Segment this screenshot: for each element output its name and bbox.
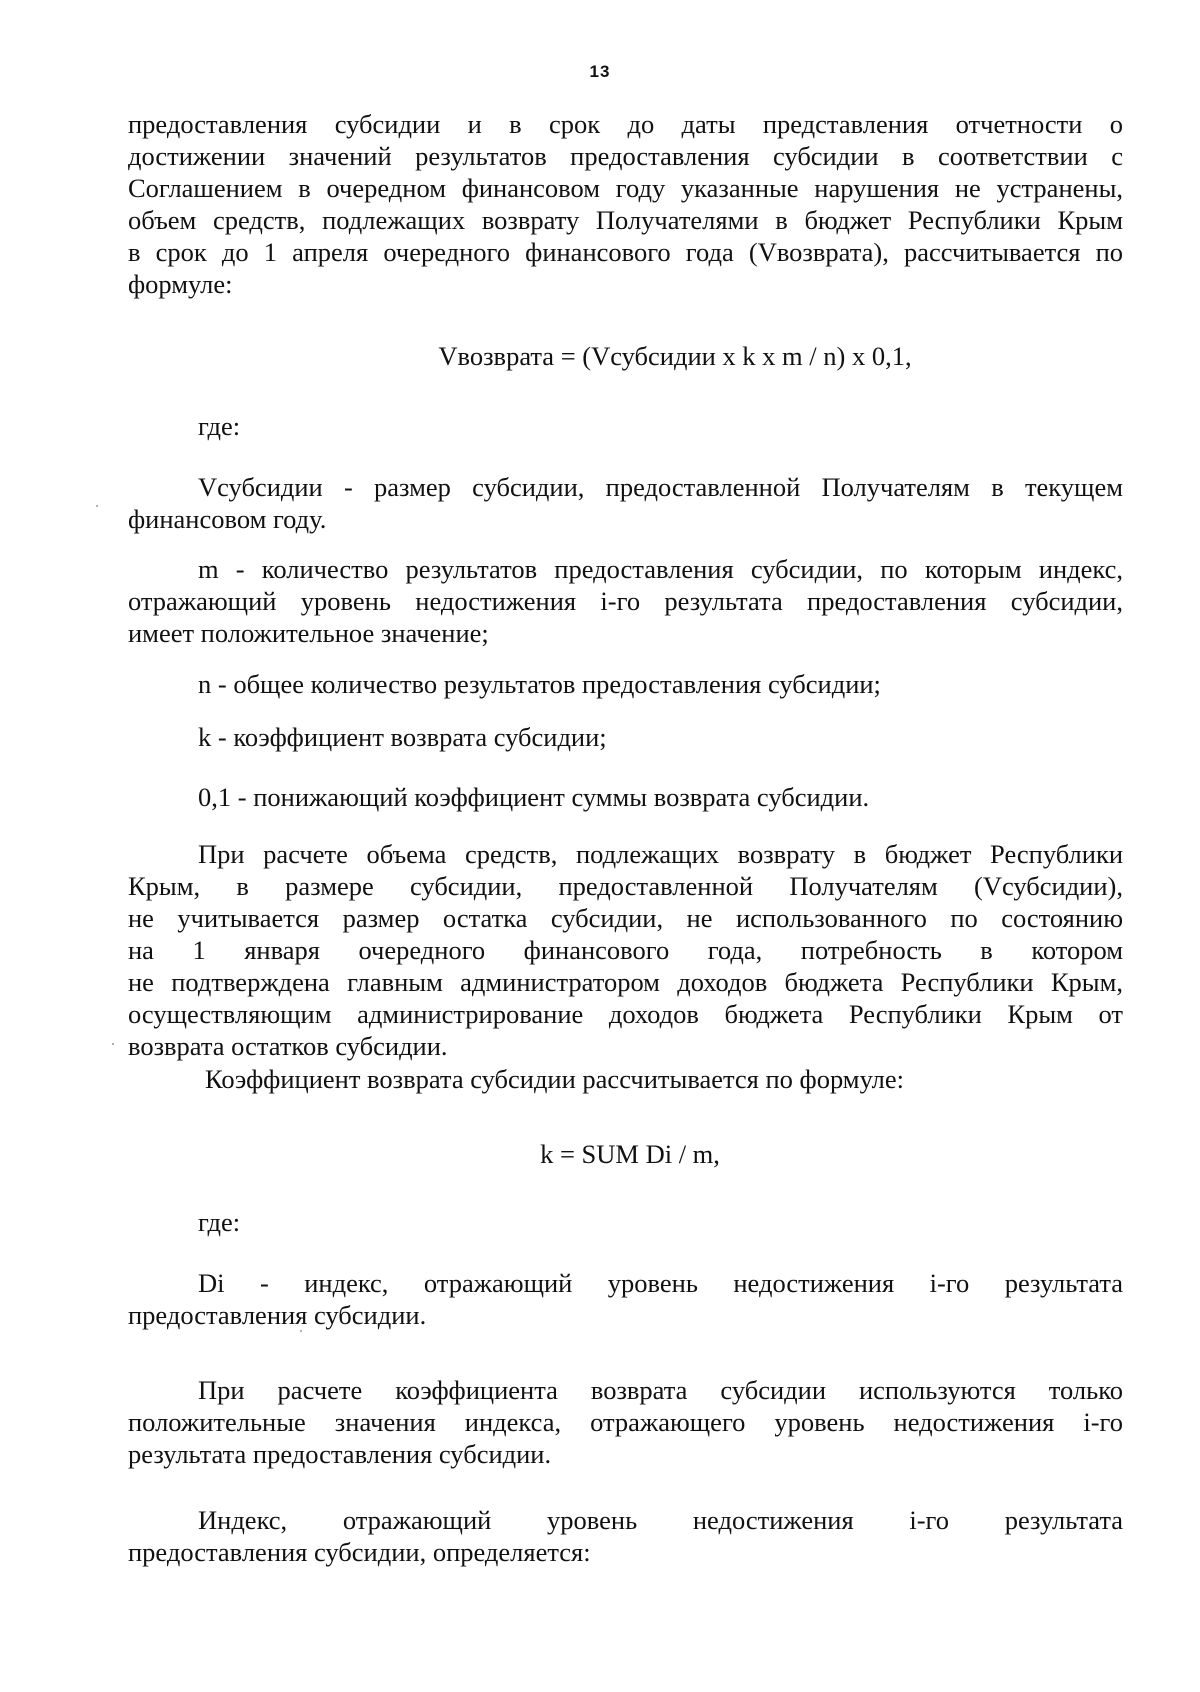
text-line: возврата остатков субсидии. <box>128 1031 448 1061</box>
text-line: в срок до 1 апреля очередного финансового года (Vвозврата), рассчитывается по <box>128 237 1123 267</box>
text-line: финансовом году. <box>128 504 327 534</box>
text-line: При расчете коэффициента возврата субсидии используются только <box>198 1375 1123 1405</box>
text-line: формуле: <box>128 269 233 299</box>
text-line: имеет положительное значение; <box>128 618 489 648</box>
formula-return-volume: Vвозврата = (Vсубсидии x k x m / n) x 0,1, <box>438 341 912 371</box>
formula-coefficient: k = SUM Di / m, <box>540 1139 720 1169</box>
text-line: осуществляющим администрирование доходов бюджета Республики Крым от <box>128 999 1123 1029</box>
where-label: где: <box>198 1207 241 1237</box>
text-line: положительные значения индекса, отражающего уровень недостижения i-го <box>128 1407 1123 1437</box>
text-line: достижении значений результатов предоставления субсидии в соответствии с <box>128 141 1123 171</box>
text-line: При расчете объема средств, подлежащих возврату в бюджет Республики <box>198 839 1123 869</box>
definition-reduction-coefficient: 0,1 - понижающий коэффициент суммы возврата субсидии. <box>198 782 870 812</box>
scan-speck <box>96 505 98 507</box>
definition-k: k - коэффициент возврата субсидии; <box>198 722 607 752</box>
text-line: Соглашением в очередном финансовом году указанные нарушения не устранены, <box>128 173 1123 203</box>
text-line: предоставления субсидии. <box>128 1300 427 1330</box>
page-number: 13 <box>589 62 611 81</box>
text-line: m - количество результатов предоставления субсидии, по которым индекс, <box>198 554 1123 584</box>
text-line: не учитывается размер остатка субсидии, не использованного по состоянию <box>128 903 1123 933</box>
scan-speck <box>300 1330 302 1332</box>
text-line: на 1 января очередного финансового года, потребность в котором <box>128 935 1123 965</box>
text-line: предоставления субсидии, определяется: <box>128 1537 591 1567</box>
text-line: отражающий уровень недостижения i-го результата предоставления субсидии, <box>128 586 1123 616</box>
paragraph-coefficient-intro: Коэффициент возврата субсидии рассчитывается по формуле: <box>205 1064 905 1094</box>
text-line: Di - индекс, отражающий уровень недостижения i-го результата <box>198 1268 1123 1298</box>
text-line: предоставления субсидии и в срок до даты представления отчетности о <box>128 109 1123 139</box>
text-line: Vсубсидии - размер субсидии, предоставленной Получателям в текущем <box>198 472 1123 502</box>
scan-speck <box>112 1043 114 1045</box>
text-line: Индекс, отражающий уровень недостижения i-го результата <box>198 1505 1123 1535</box>
text-line: результата предоставления субсидии. <box>128 1439 552 1469</box>
text-line: объем средств, подлежащих возврату Получателями в бюджет Республики Крым <box>128 205 1123 235</box>
text-line: не подтверждена главным администратором доходов бюджета Республики Крым, <box>128 967 1123 997</box>
where-label: где: <box>198 411 241 441</box>
definition-n: n - общее количество результатов предоставления субсидии; <box>198 669 881 699</box>
text-line: Крым, в размере субсидии, предоставленной Получателям (Vсубсидии), <box>128 871 1123 901</box>
